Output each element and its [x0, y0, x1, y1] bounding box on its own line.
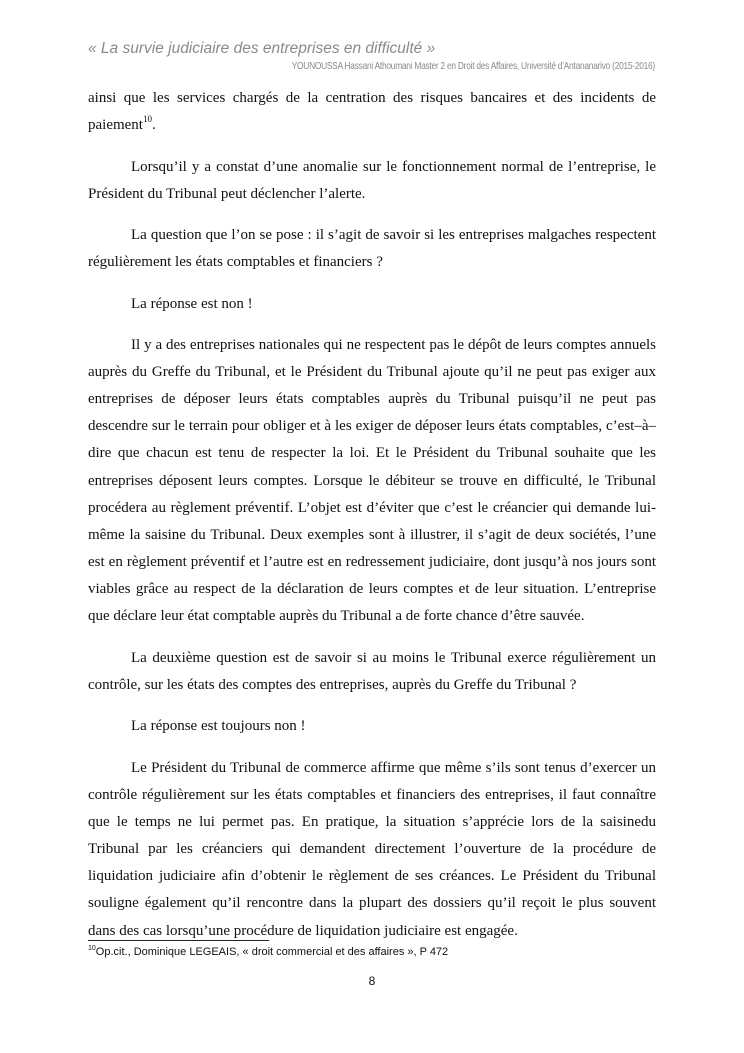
footnote-number: 10	[88, 945, 96, 952]
footnote-divider	[88, 940, 269, 941]
paragraph-suffix: .	[151, 117, 156, 134]
paragraph-1	[88, 85, 656, 139]
paragraph-2: Lorsqu’il y a constat d’une anomalie sur le fonctionnement normal de l’entreprise, le Président du Tribunal peut déclencher l’alerte.	[88, 158, 656, 202]
footnote-text: Op.cit., Dominique LEGEAIS, « droit commercial et des affaires », P 472	[95, 946, 449, 958]
paragraph-text: ainsi que les services chargés de la centration des risques bancaires et des incidents de paiement	[88, 90, 656, 134]
body-text	[88, 85, 656, 959]
paragraph-4: La réponse est non !	[131, 295, 253, 312]
footnote-reference[interactable]: 10	[142, 114, 152, 125]
paragraph-5: Il y a des entreprises nationales qui ne respectent pas le dépôt de leurs comptes annuels auprès du Greffe du Tribunal, et le Président du Tribunal ajoute qu’il ne peut pas exiger aux entreprises de déposer leurs états comptables auprès du Tribunal puisqu’il ne peut pas descendre sur le terrain pour obliger et à les exiger de déposer leurs états comptables, c’est–à–dire que chacun est tenu de respecter la loi. Et le Président du Tribunal souhaite que les entreprises déposent leurs comptes. Lorsque le débiteur se trouve en difficulté, le Tribunal procédera au règlement préventif. L’objet est d’éviter que c’est le créancier qui demande lui-même la saisine du Tribunal. Deux exemples sont à illustrer, il s’agit de deux sociétés, l’une est en règlement préventif et l’autre est en redressement judiciaire, dont jusqu’à nos jours sont viables grâce au respect de la déclaration de leurs comptes et de leur situation. L’entreprise que déclare leur état comptable auprès du Tribunal a de forte chance d’être sauvée.	[88, 336, 656, 625]
running-header-author: YOUNOUSSA Hassani Athoumani Master 2 en Droit des Affaires, Université d’Antananarivo (2015-2016)	[291, 61, 655, 72]
paragraph-6: La deuxième question est de savoir si au moins le Tribunal exerce régulièrement un contrôle, sur les états des comptes des entreprises, auprès du Greffe du Tribunal ?	[88, 649, 656, 693]
paragraph-3: La question que l’on se pose : il s’agit de savoir si les entreprises malgaches respectent régulièrement les états comptables et financiers ?	[88, 227, 656, 271]
paragraph-8: Le Président du Tribunal de commerce affirme que même s’ils sont tenus d’exercer un contrôle régulièrement sur les états comptables et financiers des entreprises, il faut connaître que le temps ne lui permet pas. En pratique, la situation s’apprécie lors de la saisinedu Tribunal par les créanciers qui demandent directement l’ouverture de la procédure de liquidation judiciaire afin d’obtenir le règlement de ses créances. Le Président du Tribunal souligne également qu’il rencontre dans la plupart des dossiers qu’il reçoit le plus souvent dans des cas lorsqu’une procédure de liquidation judiciaire est engagée.	[88, 759, 656, 939]
page-number: 8	[368, 974, 376, 988]
running-header-title: « La survie judiciaire des entreprises en difficulté »	[88, 40, 436, 57]
footnote	[88, 946, 448, 958]
paragraph-7: La réponse est toujours non !	[131, 718, 306, 735]
